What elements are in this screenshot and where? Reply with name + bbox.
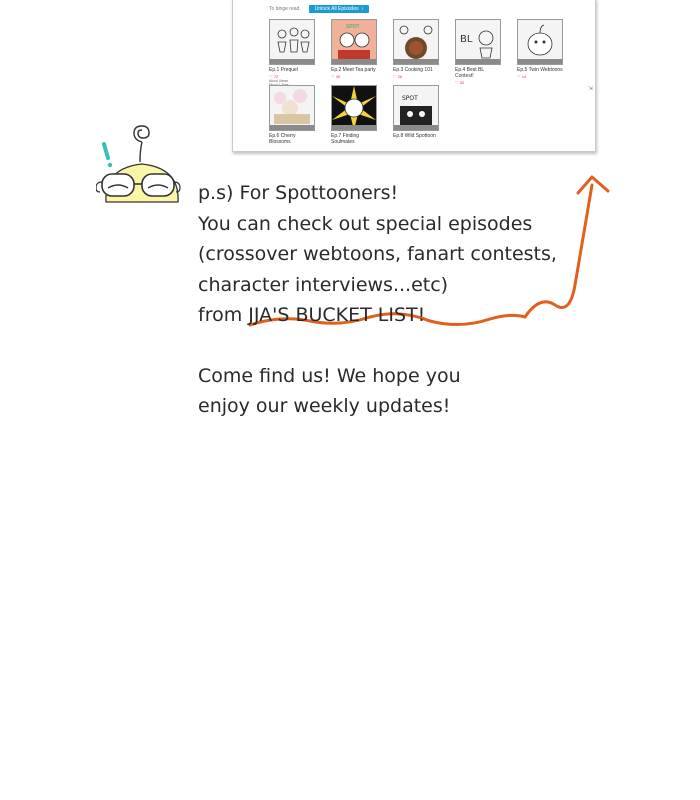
episode-card-8[interactable]: [393, 85, 439, 139]
svg-text:SPOT: SPOT: [402, 95, 418, 102]
episode-title: Ep.6 Cherry Blossoms: [269, 133, 296, 145]
heart-icon: ♡: [331, 74, 336, 79]
message-line: You can check out special episodes: [198, 212, 533, 235]
episode-card-5[interactable]: [517, 19, 563, 79]
message-line: (crossover webtoons, fanart contests,: [198, 243, 557, 265]
heart-icon: ♡: [393, 74, 398, 79]
closing-line: enjoy our weekly updates!: [198, 395, 451, 417]
message-line: p.s) For Spottooners!: [198, 182, 399, 204]
episode-card-2[interactable]: [331, 19, 377, 79]
binge-text: To binge read,: [269, 6, 301, 12]
handwritten-message: [198, 178, 598, 422]
exclamation-icon: [104, 144, 112, 167]
episode-title: Ep.7 Finding Soulmates: [331, 133, 360, 145]
card-header: [269, 5, 369, 13]
episode-card-1[interactable]: [269, 19, 315, 87]
heart-icon: ♡: [517, 74, 522, 79]
episode-card-4[interactable]: [455, 19, 501, 85]
chevron-right-icon: ›: [361, 6, 364, 12]
episode-card-6[interactable]: [269, 85, 315, 145]
episode-likes: ♡ 26: [393, 74, 403, 79]
episode-likes: ♡ 14: [517, 74, 527, 79]
episode-thumbnail: [393, 19, 439, 65]
scroll-cursor-icon: ⇲: [587, 85, 593, 92]
episode-title: Ep.2 Meet Tea party: [331, 67, 376, 73]
episode-title: Ep.1 Prequel: [269, 67, 298, 73]
unlock-label: Unlock All Episodes: [314, 6, 359, 12]
closing-line: Come find us! We hope you: [198, 364, 461, 387]
mascot-character: [96, 118, 196, 208]
episode-list-screenshot: [232, 0, 596, 152]
svg-text:BL: BL: [460, 34, 473, 45]
episode-extra: Mood Views: [269, 79, 289, 83]
episode-thumbnail: [331, 85, 377, 131]
episode-thumbnail: [269, 85, 315, 131]
episode-thumbnail: [517, 19, 563, 65]
heart-icon: ♡: [455, 80, 460, 85]
episode-title: Ep.4 Best BL Contest!: [455, 67, 484, 79]
svg-text:SPOT: SPOT: [346, 24, 360, 30]
episode-likes: ♡ 72: [269, 74, 279, 79]
episode-card-7[interactable]: [331, 85, 377, 145]
heart-icon: ♡: [269, 74, 274, 79]
episode-thumbnail: [331, 19, 377, 65]
message-line: from JJA'S BUCKET LIST!: [198, 304, 426, 326]
message-line: character interviews...etc): [198, 273, 449, 296]
episode-thumbnail: [455, 19, 501, 65]
episode-title: Ep.3 Cooking 101: [393, 67, 433, 73]
episode-card-3[interactable]: [393, 19, 439, 79]
episode-title: Ep.8 Wild Spottoon: [393, 133, 436, 139]
episode-likes: ♡ 32: [455, 80, 465, 85]
episode-thumbnail: [269, 19, 315, 65]
episode-likes: ♡ 39: [331, 74, 341, 79]
unlock-all-episodes-button[interactable]: [309, 5, 370, 13]
episode-title: Ep.5 Twin Webtoons: [517, 67, 563, 73]
episode-thumbnail: [393, 85, 439, 131]
